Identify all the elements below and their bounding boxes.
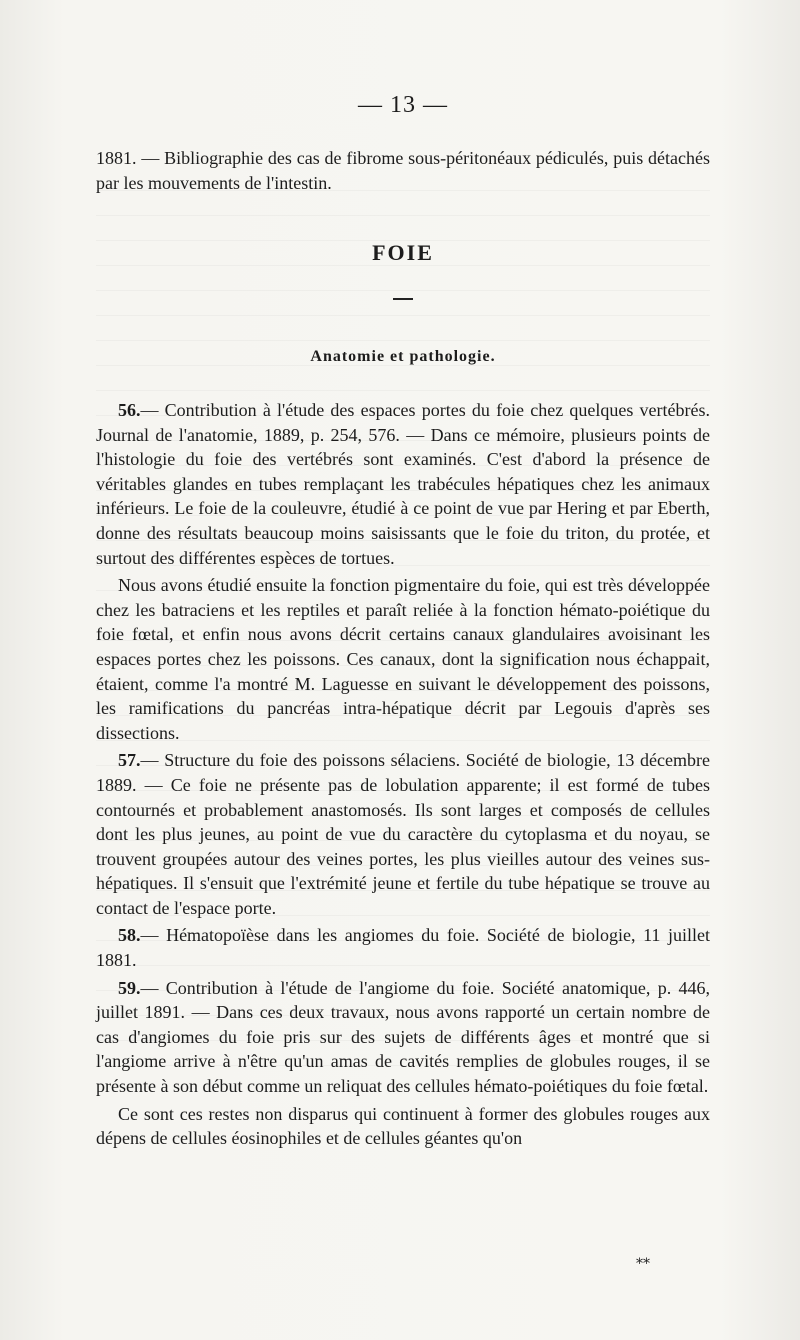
- section-subtitle: Anatomie et pathologie.: [310, 348, 496, 365]
- entry-number: 59.: [118, 977, 141, 998]
- entry-text: — Structure du foie des poissons sélaciens. Société de biologie, 13 décembre 1889. — Ce foie ne présente pas de lobulation apparente; il est formé de tubes contournés et probablement anastomosés. Ils sont larges et composés de cellules dont les plus jeunes, au point de vue du caractère du cytoplasma et du noyau, se trouvent groupées autour des veines portes, les plus vieilles autour des veines sus-hépatiques. Il s'ensuit que l'extrémité jeune et fertile du tube hépatique se trouve au contact de l'espace porte.: [96, 750, 710, 918]
- entry-59: [96, 976, 710, 1099]
- entry-text: Nous avons étudié ensuite la fonction pigmentaire du foie, qui est très développée chez les batraciens et les reptiles et paraît reliée à la fonction hémato-poiétique du foie fœtal, et enfin nous avons décrit certains canaux glandulaires avoisinant les espaces portes chez les poissons. Ces canaux, dont la signification nous échappait, étaient, comme l'a montré M. Laguesse en suivant le développement des poissons, les ramifications du pancréas intra-hépatique décrit par Legouis d'après ses dissections.: [96, 575, 710, 743]
- page-number: — 13 —: [358, 92, 448, 118]
- entry-number: 56.: [118, 400, 141, 420]
- entry-56: [96, 398, 710, 570]
- entries-body: [96, 398, 710, 1154]
- entry-56-continued: [96, 573, 710, 745]
- section-title: FOIE: [372, 240, 434, 265]
- title-divider: [393, 298, 413, 300]
- entry-number: 58.: [118, 925, 141, 946]
- entry-58: [96, 923, 710, 972]
- entry-57: [96, 748, 710, 920]
- entry-text: — Contribution à l'étude des espaces portes du foie chez quelques vertébrés. Journal de l'anatomie, 1889, p. 254, 576. — Dans ce mémoire, plusieurs points de l'histologie du foie des vertébrés sont examinés. C'est d'abord la présence de véritables glandes en tubes remplaçant les trabécules hépatiques chez les animaux inférieurs. Le foie de la couleuvre, étudié à ce point de vue par Hering et par Eberth, donne des résultats beaucoup moins saisissants que le foie du triton, du protée, et surtout des différentes espèces de tortues.: [96, 400, 710, 568]
- entry-number: 57.: [118, 750, 141, 771]
- signature-mark: **: [636, 1256, 650, 1272]
- intro-paragraph: 1881. — Bibliographie des cas de fibrome sous-péritonéaux pédiculés, puis détachés par les mouvements de l'intestin.: [96, 148, 710, 193]
- entry-text: Ce sont ces restes non disparus qui continuent à former des globules rouges aux dépens de cellules éosinophiles et de cellules géantes qu'on: [96, 1103, 710, 1149]
- entry-59-continued: [96, 1102, 710, 1151]
- entry-text: — Hématopoïèse dans les angiomes du foie. Société de biologie, 11 juillet 1881.: [96, 925, 710, 971]
- entry-text: — Contribution à l'étude de l'angiome du foie. Société anatomique, p. 446, juillet 1891. — Dans ces deux travaux, nous avons rapporté un certain nombre de cas d'angiomes du foie pris sur des sujets de différents âges et montré que si l'angiome arrive à n'être qu'un amas de cavités remplies de globules rouges, il se présente à son début comme un reliquat des cellules hémato-poiétiques du foie fœtal.: [96, 977, 710, 1097]
